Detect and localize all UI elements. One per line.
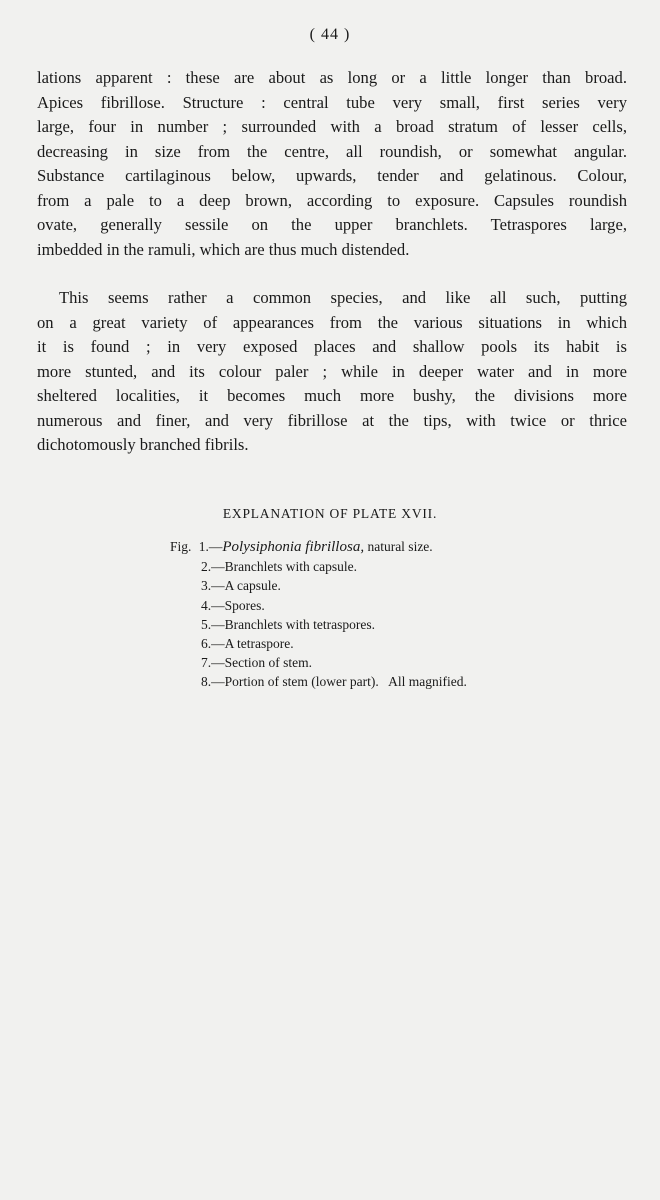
figure-number: 1.—	[198, 539, 223, 554]
description-paragraph	[37, 66, 627, 262]
text-line: large, four in number ; surrounded with a broad stratum of lesser cells,	[37, 117, 627, 136]
text-line: ovate, generally sessile on the upper branchlets. Tetraspores large,	[37, 215, 627, 234]
figure-item	[170, 537, 570, 557]
figure-item: 2.—Branchlets with capsule.	[201, 559, 357, 575]
species-name: Polysiphonia fibrillosa,	[222, 539, 365, 555]
text-line: more stunted, and its colour paler ; while in deeper water and in more	[37, 361, 627, 381]
text-line: from a pale to a deep brown, according to exposure. Capsules roundish	[37, 190, 627, 210]
text-line: numerous and finer, and very fibrillose at the tips, with twice or thrice	[37, 410, 627, 430]
figure-item: 6.—A tetraspore.	[201, 636, 294, 652]
text-line: decreasing in size from the centre, all roundish, or somewhat angular.	[37, 141, 627, 161]
figure-item: 7.—Section of stem.	[201, 655, 312, 671]
figure-caption: natural size.	[364, 539, 433, 554]
figure-item: 4.—Spores.	[201, 597, 265, 613]
remarks-paragraph	[37, 286, 627, 458]
text-line: on a great variety of appearances from the various situations in which	[37, 312, 627, 332]
figure-item: 3.—A capsule.	[201, 578, 281, 594]
text-line: sheltered localities, it becomes much more bushy, the divisions more	[37, 386, 627, 405]
text-line: it is found ; in very exposed places and shallow pools its habit is	[37, 337, 627, 356]
text-line: lations apparent : these are about as long or a little longer than broad.	[37, 68, 627, 87]
figure-item: 5.—Branchlets with tetraspores.	[201, 616, 375, 632]
figure-item: 8.—Portion of stem (lower part). All magnified.	[201, 674, 467, 690]
text-line: imbedded in the ramuli, which are thus much distended.	[37, 239, 410, 259]
figure-list	[170, 537, 570, 692]
text-line: dichotomously branched fibrils.	[37, 435, 249, 454]
fig-prefix: Fig.	[170, 539, 192, 554]
plate-heading: EXPLANATION OF PLATE XVII.	[222, 506, 438, 521]
text-line: Substance cartilaginous below, upwards, tender and gelatinous. Colour,	[37, 166, 627, 185]
page-number: ( 44 )	[309, 26, 351, 43]
text-line: This seems rather a common species, and like all such, putting	[59, 288, 627, 307]
text-line: Apices fibrillose. Structure : central tube very small, first series very	[37, 92, 627, 112]
